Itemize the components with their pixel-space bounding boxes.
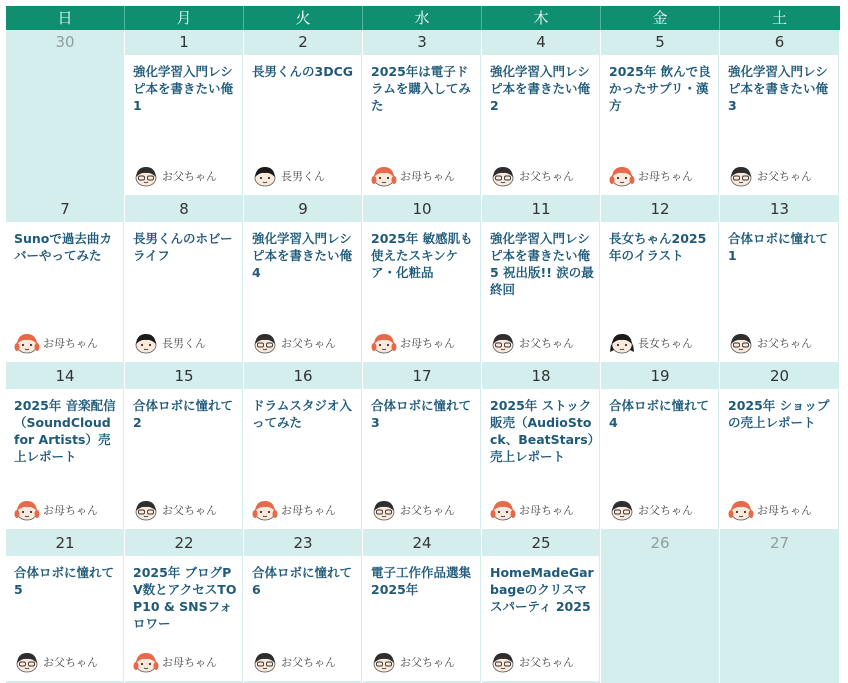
day-number: 12	[650, 200, 670, 218]
day-entry	[601, 222, 718, 362]
son-avatar-icon	[252, 165, 278, 187]
article-title-link[interactable]: 電子工作作品選集 2025年	[371, 565, 472, 597]
calendar-day[interactable]	[363, 531, 482, 683]
day-number: 19	[650, 367, 670, 385]
day-entry	[482, 389, 599, 529]
calendar-day[interactable]	[125, 30, 244, 197]
article-author[interactable]	[133, 165, 217, 187]
day-entry	[125, 556, 242, 681]
article-title-link[interactable]: 2025年 ブログPV数とアクセスTOP10 & SNSフォロワー	[133, 565, 237, 631]
article-title-link[interactable]: 合体ロボに憧れて6	[252, 565, 353, 597]
mother-avatar-icon	[133, 651, 159, 673]
article-title-link[interactable]: 長男くんのホビーライフ	[133, 231, 233, 263]
day-entry	[125, 222, 242, 362]
father-avatar-icon	[490, 332, 516, 354]
article-author[interactable]	[609, 332, 693, 354]
calendar-day[interactable]	[363, 197, 482, 364]
article-author[interactable]	[252, 499, 336, 521]
mother-avatar-icon	[252, 499, 278, 521]
author-name: 長男くん	[162, 337, 206, 350]
author-name: お母ちゃん	[162, 656, 217, 669]
article-author[interactable]	[490, 332, 574, 354]
calendar-day[interactable]	[482, 531, 601, 683]
day-entry	[720, 222, 838, 362]
author-name: お父ちゃん	[757, 170, 812, 183]
weekday-sun: 日	[6, 6, 125, 30]
calendar-day[interactable]	[125, 364, 244, 531]
day-entry	[363, 55, 480, 195]
article-author[interactable]	[371, 499, 455, 521]
day-entry	[125, 389, 242, 529]
calendar-week	[6, 531, 840, 683]
day-number: 1	[179, 33, 189, 51]
day-number: 7	[60, 200, 70, 218]
author-name: お父ちゃん	[281, 656, 336, 669]
day-number: 17	[412, 367, 432, 385]
article-title-link[interactable]: 合体ロボに憧れて5	[14, 565, 115, 597]
mother-avatar-icon	[728, 499, 754, 521]
article-title-link[interactable]: HomeMadeGarbageのクリスマスパーティ 2025	[490, 565, 594, 614]
day-number: 4	[536, 33, 546, 51]
calendar-day[interactable]	[482, 197, 601, 364]
author-name: お母ちゃん	[638, 170, 693, 183]
article-title-link[interactable]: 2025年 ショップの売上レポート	[728, 398, 830, 430]
article-author[interactable]	[252, 651, 336, 673]
father-avatar-icon	[133, 165, 159, 187]
day-number: 21	[55, 534, 75, 552]
day-entry	[125, 55, 242, 195]
article-author[interactable]	[14, 499, 98, 521]
calendar-week	[6, 197, 840, 364]
calendar-day[interactable]	[363, 30, 482, 197]
article-title-link[interactable]: 2025年 音楽配信（SoundCloud for Artists）売上レポート	[14, 398, 116, 464]
article-author[interactable]	[728, 165, 812, 187]
day-entry	[6, 389, 123, 529]
day-entry	[720, 389, 838, 529]
author-name: お母ちゃん	[400, 170, 455, 183]
day-number: 16	[293, 367, 313, 385]
calendar-day[interactable]	[482, 364, 601, 531]
father-avatar-icon	[490, 651, 516, 673]
mother-avatar-icon	[371, 165, 397, 187]
day-entry	[601, 389, 718, 529]
day-number: 25	[531, 534, 551, 552]
calendar-day[interactable]	[482, 30, 601, 197]
calendar-day-outside	[6, 30, 125, 197]
weekday-tue: 火	[244, 6, 363, 30]
day-entry	[363, 389, 480, 529]
article-title-link[interactable]: 2025年は電子ドラムを購入してみた	[371, 64, 471, 113]
calendar-week	[6, 30, 840, 197]
article-title-link[interactable]: Sunoで過去曲カバーやってみた	[14, 231, 112, 263]
day-entry	[482, 55, 599, 195]
author-name: 長男くん	[281, 170, 325, 183]
article-title-link[interactable]: 2025年 敏感肌も使えたスキンケア・化粧品	[371, 231, 473, 280]
calendar-day[interactable]	[601, 364, 720, 531]
day-number: 5	[655, 33, 665, 51]
article-author[interactable]	[490, 499, 574, 521]
calendar-day[interactable]	[720, 30, 839, 197]
day-number: 3	[417, 33, 427, 51]
article-author[interactable]	[728, 499, 812, 521]
article-title-link[interactable]: 強化学習入門レシピ本を書きたい俺5 祝出版!! 涙の最終回	[490, 231, 594, 297]
calendar-day[interactable]	[244, 197, 363, 364]
author-name: お父ちゃん	[638, 504, 693, 517]
calendar-day[interactable]	[6, 197, 125, 364]
day-number: 22	[174, 534, 194, 552]
author-name: お父ちゃん	[519, 337, 574, 350]
day-entry	[244, 55, 361, 195]
day-entry	[363, 556, 480, 681]
article-title-link[interactable]: 強化学習入門レシピ本を書きたい俺2	[490, 64, 591, 113]
day-number: 10	[412, 200, 432, 218]
weekday-header	[6, 6, 840, 30]
son-avatar-icon	[133, 332, 159, 354]
day-number: 6	[774, 33, 785, 51]
author-name: お父ちゃん	[162, 170, 217, 183]
author-name: お父ちゃん	[400, 656, 455, 669]
article-author[interactable]	[728, 332, 812, 354]
article-author[interactable]	[490, 651, 574, 673]
calendar-day-outside	[720, 531, 839, 683]
article-title-link[interactable]: 合体ロボに憧れて1	[728, 231, 829, 263]
mother-avatar-icon	[371, 332, 397, 354]
day-number: 11	[531, 200, 551, 218]
advent-calendar	[6, 6, 840, 683]
calendar-day[interactable]	[244, 364, 363, 531]
mother-avatar-icon	[14, 499, 40, 521]
day-entry	[244, 389, 361, 529]
article-title-link[interactable]: ドラムスタジオ入ってみた	[252, 398, 352, 430]
day-number: 9	[298, 200, 308, 218]
father-avatar-icon	[14, 651, 40, 673]
article-author[interactable]	[133, 651, 217, 673]
article-author[interactable]	[133, 332, 206, 354]
calendar-day[interactable]	[244, 30, 363, 197]
day-entry	[363, 222, 480, 362]
author-name: お母ちゃん	[519, 504, 574, 517]
calendar-day[interactable]	[601, 30, 720, 197]
calendar-day[interactable]	[720, 364, 839, 531]
article-author[interactable]	[133, 499, 217, 521]
father-avatar-icon	[728, 332, 754, 354]
calendar-day[interactable]	[125, 197, 244, 364]
day-number: 8	[179, 200, 189, 218]
author-name: お父ちゃん	[757, 337, 812, 350]
author-name: お父ちゃん	[281, 337, 336, 350]
author-name: お母ちゃん	[43, 337, 98, 350]
day-number: 23	[293, 534, 313, 552]
weekday-fri: 金	[601, 6, 720, 30]
author-name: お父ちゃん	[400, 504, 455, 517]
day-entry	[6, 222, 123, 362]
author-name: お母ちゃん	[43, 504, 98, 517]
article-title-link[interactable]: 強化学習入門レシピ本を書きたい俺1	[133, 64, 234, 113]
article-title-link[interactable]: 合体ロボに憧れて2	[133, 398, 234, 430]
article-title-link[interactable]: 強化学習入門レシピ本を書きたい俺4	[252, 231, 353, 280]
father-avatar-icon	[609, 499, 635, 521]
day-number: 26	[650, 534, 670, 552]
day-number: 24	[412, 534, 432, 552]
father-avatar-icon	[252, 332, 278, 354]
author-name: お父ちゃん	[162, 504, 217, 517]
author-name: お母ちゃん	[281, 504, 336, 517]
day-number: 14	[55, 367, 75, 385]
article-author[interactable]	[14, 651, 98, 673]
article-author[interactable]	[371, 332, 455, 354]
day-entry	[482, 556, 599, 681]
article-title-link[interactable]: 長男くんの3DCG	[252, 64, 354, 79]
day-number: 18	[531, 367, 551, 385]
article-author[interactable]	[14, 332, 98, 354]
day-number: 13	[769, 200, 790, 218]
father-avatar-icon	[371, 651, 397, 673]
article-title-link[interactable]: 2025年 飲んで良かったサプリ・漢方	[609, 64, 711, 113]
father-avatar-icon	[133, 499, 159, 521]
article-author[interactable]	[371, 165, 455, 187]
mother-avatar-icon	[609, 165, 635, 187]
article-author[interactable]	[371, 651, 455, 673]
calendar-day[interactable]	[601, 197, 720, 364]
day-entry	[482, 222, 599, 362]
author-name: お母ちゃん	[757, 504, 812, 517]
day-entry	[244, 222, 361, 362]
article-author[interactable]	[609, 499, 693, 521]
father-avatar-icon	[490, 165, 516, 187]
article-title-link[interactable]: 合体ロボに憧れて3	[371, 398, 472, 430]
calendar-day[interactable]	[125, 531, 244, 683]
article-title-link[interactable]: 長女ちゃん2025年のイラスト	[609, 231, 707, 263]
father-avatar-icon	[728, 165, 754, 187]
author-name: お父ちゃん	[519, 656, 574, 669]
calendar-day[interactable]	[363, 364, 482, 531]
day-entry	[601, 55, 718, 195]
calendar-grid	[6, 30, 840, 683]
day-entry	[6, 556, 123, 681]
father-avatar-icon	[371, 499, 397, 521]
weekday-wed: 水	[363, 6, 482, 30]
article-author[interactable]	[252, 165, 325, 187]
article-title-link[interactable]: 2025年 ストック販売（AudioStock、BeatStars）売上レポート	[490, 398, 594, 464]
day-number: 15	[174, 367, 194, 385]
day-number: 30	[55, 33, 75, 51]
weekday-mon: 月	[125, 6, 244, 30]
calendar-day[interactable]	[6, 364, 125, 531]
author-name: お母ちゃん	[400, 337, 455, 350]
author-name: お父ちゃん	[519, 170, 574, 183]
article-author[interactable]	[252, 332, 336, 354]
article-title-link[interactable]: 合体ロボに憧れて4	[609, 398, 710, 430]
article-author[interactable]	[490, 165, 574, 187]
day-number: 27	[769, 534, 790, 552]
mother-avatar-icon	[14, 332, 40, 354]
father-avatar-icon	[252, 651, 278, 673]
calendar-day[interactable]	[720, 197, 839, 364]
calendar-week	[6, 364, 840, 531]
day-entry	[720, 55, 838, 195]
day-number: 2	[298, 33, 308, 51]
article-author[interactable]	[609, 165, 693, 187]
calendar-day[interactable]	[244, 531, 363, 683]
author-name: 長女ちゃん	[638, 337, 693, 350]
article-title-link[interactable]: 強化学習入門レシピ本を書きたい俺3	[728, 64, 829, 113]
mother-avatar-icon	[490, 499, 516, 521]
author-name: お父ちゃん	[43, 656, 98, 669]
calendar-day-outside	[601, 531, 720, 683]
day-entry	[244, 556, 361, 681]
daughter-avatar-icon	[609, 332, 635, 354]
weekday-thu: 木	[482, 6, 601, 30]
day-number: 20	[769, 367, 790, 385]
weekday-sat: 土	[771, 9, 787, 27]
calendar-day[interactable]	[6, 531, 125, 683]
